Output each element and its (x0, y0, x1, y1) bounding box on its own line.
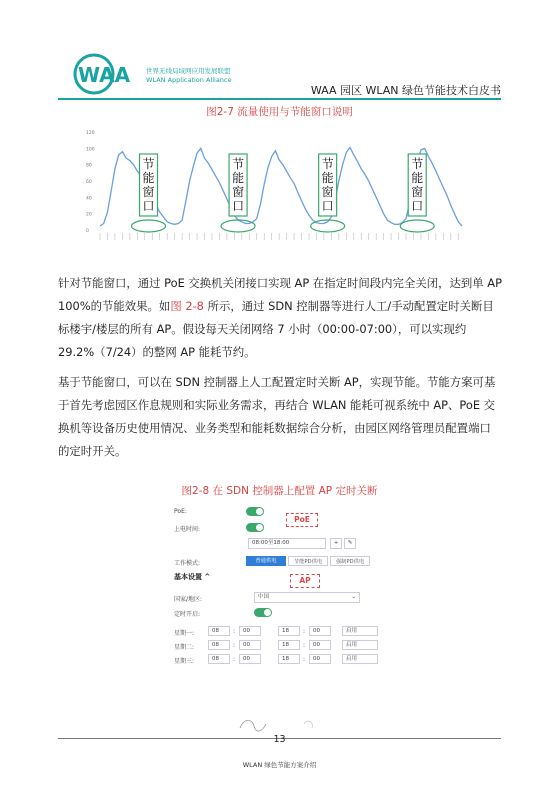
end-minute-select[interactable]: 00 (309, 640, 331, 650)
schedule-state-select[interactable]: 启用 (342, 640, 378, 650)
poe-label: PoE: (174, 508, 187, 515)
work-mode-eco-pd-button[interactable]: 节能PD供电 (288, 556, 328, 566)
footer-section-label: WLAN 绿色节能方案介绍 (242, 761, 317, 769)
energy-window-label: 口 (232, 199, 245, 213)
energy-window-label: 窗 (232, 185, 245, 199)
basic-settings-heading[interactable]: 基本设置 ^ (174, 573, 211, 581)
power-time-label: 上电时间: (174, 526, 201, 533)
work-mode-normal-button[interactable]: 普通供电 (246, 556, 286, 566)
start-hour-select[interactable]: 08 (208, 626, 230, 636)
y-tick-label: 120 (86, 131, 95, 136)
schedule-label: 定时开启: (174, 611, 201, 618)
schedule-state-select[interactable]: 启用 (342, 654, 378, 664)
figure-reference-link[interactable]: 图 2-8 (170, 299, 204, 313)
y-tick-label: 40 (86, 196, 92, 202)
figure-caption: 图2-8 在 SDN 控制器上配置 AP 定时关断 (181, 485, 378, 497)
country-select[interactable]: 中国 ⌄ (254, 592, 360, 603)
power-time-toggle[interactable] (246, 523, 264, 532)
logo-text: WAA (78, 63, 131, 87)
energy-window-label: 能 (321, 171, 334, 185)
paragraph: 基于节能窗口，可以在 SDN 控制器上人工配置定时关断 AP，实现节能。节能方案可基于首先考虑园区作息规则和实际业务需求，再结合 WLAN 能耗可视系统中 AP、PoE 交换机等设备历史使用情况、业务类型和能耗数据综合分析，由园区网络管理员配置端口的定时开关。 (58, 375, 496, 458)
energy-window-label: 能 (232, 171, 245, 185)
end-hour-select[interactable]: 18 (278, 654, 300, 664)
org-name-cn: 世界无线局域网应用发展联盟 (146, 67, 231, 75)
energy-window-trough-marker (400, 220, 434, 232)
time-separator: : (303, 656, 306, 663)
energy-window-trough-marker (132, 220, 166, 232)
schedule-state-select[interactable]: 启用 (342, 626, 378, 636)
energy-window-label: 窗 (321, 185, 334, 199)
time-range-input[interactable]: 08:00至18:00 (248, 538, 326, 549)
schedule-toggle[interactable] (254, 608, 272, 617)
energy-window-label: 节 (321, 157, 334, 171)
y-tick-label: 100 (86, 147, 95, 153)
energy-window-label: 口 (142, 199, 155, 213)
time-separator: : (233, 642, 236, 649)
schedule-day-label: 星期三: (174, 658, 195, 665)
energy-window-label: 节 (232, 157, 245, 171)
start-minute-select[interactable]: 00 (239, 640, 261, 650)
header-divider (58, 98, 501, 100)
start-minute-select[interactable]: 00 (239, 626, 261, 636)
time-separator: : (303, 642, 306, 649)
energy-window-label: 窗 (142, 185, 155, 199)
y-tick-label: 80 (86, 163, 92, 169)
energy-window-label: 节 (411, 157, 424, 171)
schedule-day-label: 星期二: (174, 644, 195, 651)
time-separator: : (233, 628, 236, 635)
waa-logo (70, 52, 142, 96)
traffic-chart (86, 122, 466, 252)
add-icon[interactable]: + (330, 538, 342, 549)
energy-window-label: 窗 (411, 185, 424, 199)
y-tick-label: 0 (86, 229, 89, 234)
poe-toggle[interactable] (246, 507, 264, 516)
end-minute-select[interactable]: 00 (309, 626, 331, 636)
energy-window-label: 口 (411, 199, 424, 213)
start-hour-select[interactable]: 08 (208, 640, 230, 650)
end-minute-select[interactable]: 00 (309, 654, 331, 664)
sdn-config-panel (168, 502, 404, 674)
page-number: 13 (273, 734, 286, 745)
footer-ornament (232, 716, 322, 734)
end-hour-select[interactable]: 18 (278, 626, 300, 636)
schedule-day-label: 星期一: (174, 630, 195, 637)
energy-window-label: 能 (142, 171, 155, 185)
paragraph-text: 针对节能窗口，通过 PoE 交换机关闭接口实现 AP 在指定时间段内完全关闭，达到单 AP 100%的节能效果。如 (58, 276, 502, 313)
ap-highlight-box: AP (290, 574, 320, 588)
document-title: WAA 园区 WLAN 绿色节能技术白皮书 (310, 84, 501, 97)
work-mode-label: 工作模式: (174, 560, 201, 567)
time-separator: : (233, 656, 236, 663)
edit-icon[interactable]: ✎ (344, 538, 356, 549)
figure-caption: 图2-7 流量使用与节能窗口说明 (206, 106, 353, 118)
work-mode-force-pd-button[interactable]: 强制PD供电 (330, 556, 370, 566)
country-label: 国家/地区: (174, 596, 203, 603)
energy-window-label: 节 (142, 157, 155, 171)
energy-window-label: 能 (411, 171, 424, 185)
start-minute-select[interactable]: 00 (239, 654, 261, 664)
paragraph-text: 所示，通过 SDN 控制器等进行人工/手动配置定时关断目标楼宇/楼层的所有 AP。假设每天关闭网络 7 小时（00:00-07:00），可以实现约 29.2%（7/24）的整网 AP 能耗节约。 (58, 299, 494, 359)
chevron-down-icon: ⌄ (351, 594, 356, 600)
time-separator: : (303, 628, 306, 635)
end-hour-select[interactable]: 18 (278, 640, 300, 650)
energy-window-label: 口 (321, 199, 334, 213)
start-hour-select[interactable]: 08 (208, 654, 230, 664)
y-tick-label: 60 (86, 180, 92, 185)
energy-window-trough-marker (221, 220, 255, 232)
y-tick-label: 20 (86, 212, 92, 218)
poe-highlight-box: PoE (286, 513, 318, 527)
paragraph (58, 272, 502, 364)
org-name-en: WLAN Application Alliance (146, 76, 232, 84)
